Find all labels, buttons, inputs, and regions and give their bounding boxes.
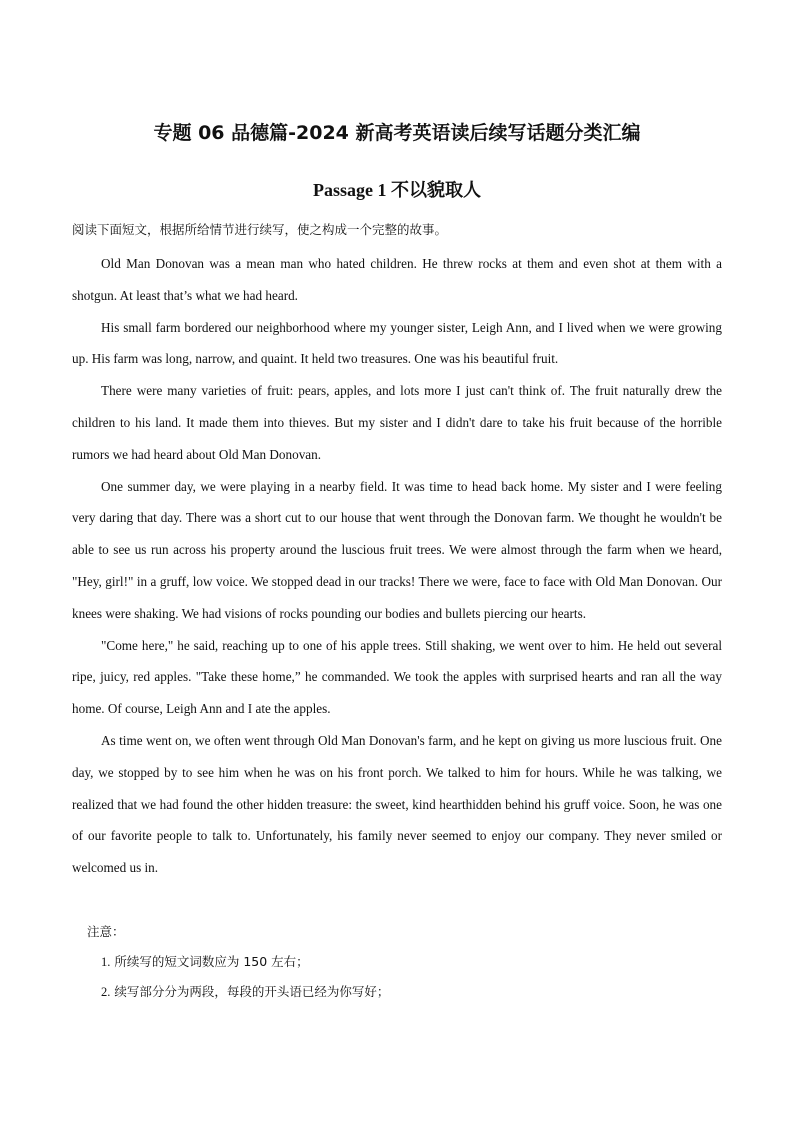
- note-number: 1.: [101, 955, 111, 969]
- instruction-text: 阅读下面短文，根据所给情节进行续写，使之构成一个完整的故事。: [72, 222, 448, 237]
- passage-paragraph-2: His small farm bordered our neighborhood where my younger sister, Leigh Ann, and I lived when we were growing up. His farm was long, narrow, and quaint. It held two treasures. One was his beautiful fruit.: [72, 319, 722, 367]
- notes-heading: 注意：: [87, 924, 125, 939]
- note-number: 2.: [101, 985, 111, 999]
- note-text: 所续写的短文词数应为 150 左右；: [114, 954, 309, 969]
- passage-paragraph-4: One summer day, we were playing in a nearby field. It was time to head back home. My sister and I were feeling very daring that day. There was a short cut to our house that went through the Donovan farm. We thought he wouldn't be able to see us run across his property around the luscious fruit trees. We were almost through the farm when we heard, "Hey, girl!" in a gruff, low voice. We stopped dead in our tracks! There we were, face to face with Old Man Donovan. Our knees were shaking. We had visions of rocks pounding our bodies and bullets piercing our hearts.: [72, 478, 722, 621]
- note-item-1: [72, 947, 722, 977]
- passage-title: Passage 1 不以貌取人: [313, 180, 481, 200]
- document-title: 专题 06 品德篇-2024 新高考英语读后续写话题分类汇编: [153, 122, 641, 144]
- passage-paragraph-6: As time went on, we often went through Old Man Donovan's farm, and he kept on giving us more luscious fruit. One day, we stopped by to see him when he was on his front porch. We talked to him for hours. While he was talking, we realized that we had found the other hidden treasure: the sweet, kind hearthidden behind his gruff voice. Soon, he was one of our favorite people to talk to. Unfortunately, his family never seemed to enjoy our company. They never smiled or welcomed us in.: [72, 732, 722, 876]
- passage-paragraph-5: "Come here," he said, reaching up to one of his apple trees. Still shaking, we went over to him. He held out several ripe, juicy, red apples. "Take these home,” he commanded. We took the apples with surprised hearts and ran all the way home. Of course, Leigh Ann and I ate the apples.: [72, 637, 722, 717]
- passage-body: [72, 248, 722, 884]
- notes-section: [72, 917, 722, 1007]
- note-item-2: [72, 977, 722, 1007]
- passage-paragraph-3: There were many varieties of fruit: pears, apples, and lots more I just can't think of. The fruit naturally drew the children to his land. It made them into thieves. But my sister and I didn't dare to take his fruit because of the horrible rumors we had heard about Old Man Donovan.: [72, 383, 722, 462]
- note-text: 续写部分分为两段，每段的开头语已经为你写好；: [114, 984, 390, 999]
- passage-paragraph-1: Old Man Donovan was a mean man who hated children. He threw rocks at them and even shot at them with a shotgun. At least that’s what we had heard.: [72, 256, 722, 303]
